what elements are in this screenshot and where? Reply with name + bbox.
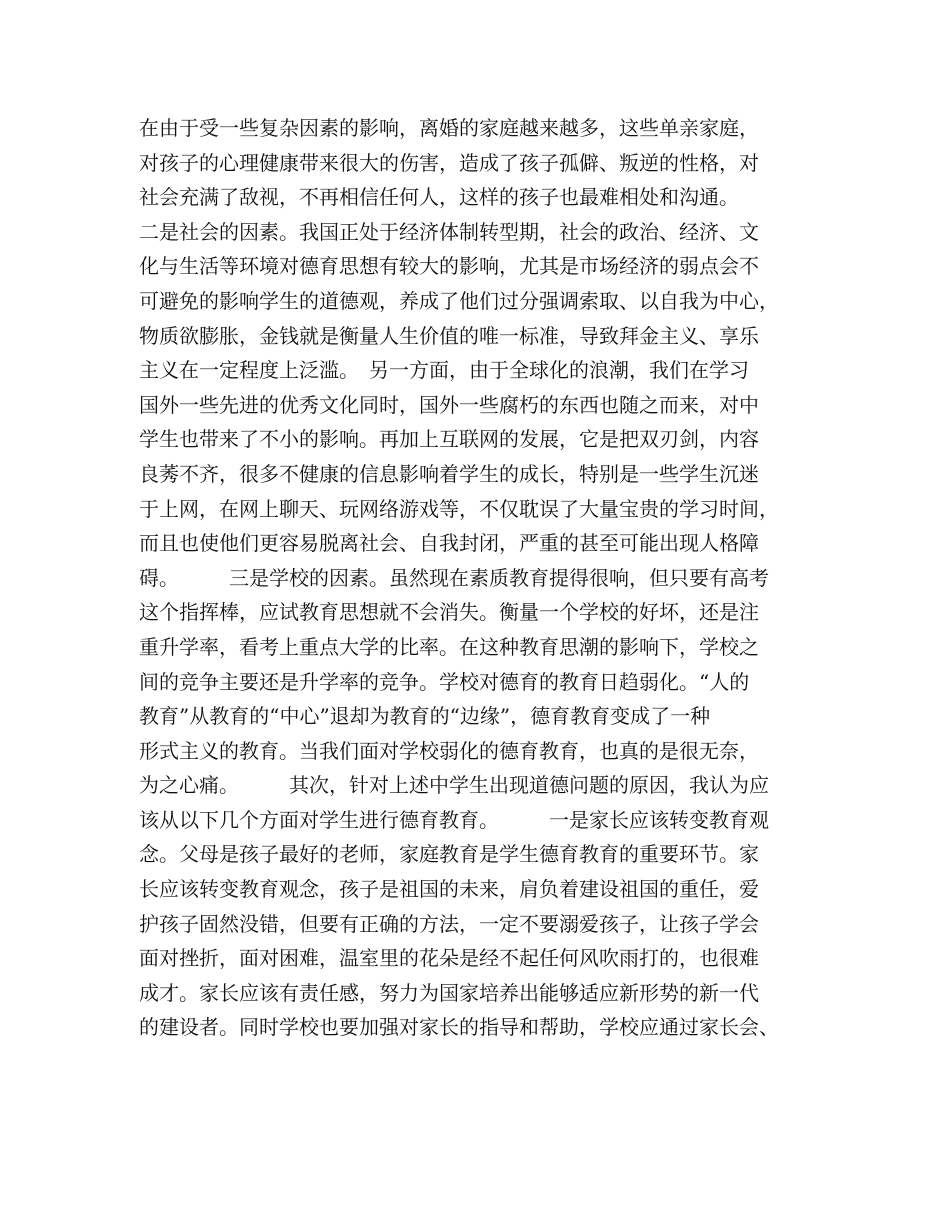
text-line: 国外一些先进的优秀文化同时，国外一些腐朽的东西也随之而来，对中 <box>139 392 759 417</box>
text-line: 于上网，在网上聊天、玩网络游戏等，不仅耽误了大量宝贵的学习时间， <box>139 496 779 521</box>
text-line: 二是社会的因素。我国正处于经济体制转型期，社会的政治、经济、文 <box>139 219 759 244</box>
text-line: 念。父母是孩子最好的老师，家庭教育是学生德育教育的重要环节。家 <box>139 842 759 867</box>
text-line: 社会充满了敌视，不再相信任何人，这样的孩子也最难相处和沟通。 <box>139 185 739 210</box>
text-line: 学生也带来了不小的影响。再加上互联网的发展，它是把双刃剑，内容 <box>139 427 759 452</box>
text-line: 为之心痛。 其次，针对上述中学生出现道德问题的原因，我认为应 <box>139 773 769 798</box>
text-line: 护孩子固然没错，但要有正确的方法，一定不要溺爱孩子，让孩子学会 <box>139 911 759 936</box>
text-line: 的建设者。同时学校也要加强对家长的指导和帮助，学校应通过家长会、 <box>139 1015 779 1040</box>
text-line: 碍。 三是学校的因素。虽然现在素质教育提得很响，但只要有高考 <box>139 565 769 590</box>
text-line: 间的竞争主要还是升学率的竞争。学校对德育的教育日趋弱化。“人的 <box>139 669 750 694</box>
text-line: 面对挫折，面对困难，温室里的花朵是经不起任何风吹雨打的，也很难 <box>139 946 759 971</box>
text-line: 这个指挥棒，应试教育思想就不会消失。衡量一个学校的好坏，还是注 <box>139 600 759 625</box>
text-line: 良莠不齐，很多不健康的信息影响着学生的成长，特别是一些学生沉迷 <box>139 461 759 486</box>
text-line: 成才。家长应该有责任感，努力为国家培养出能够适应新形势的新一代 <box>139 980 759 1005</box>
text-line: 该从以下几个方面对学生进行德育教育。 一是家长应该转变教育观 <box>139 807 769 832</box>
text-line: 可避免的影响学生的道德观，养成了他们过分强调索取、以自我为中心， <box>139 288 779 313</box>
text-line: 化与生活等环境对德育思想有较大的影响，尤其是市场经济的弱点会不 <box>139 254 759 279</box>
body-text <box>139 111 839 1045</box>
text-line: 主义在一定程度上泛滥。 另一方面，由于全球化的浪潮，我们在学习 <box>139 358 749 383</box>
text-line: 在由于受一些复杂因素的影响，离婚的家庭越来越多，这些单亲家庭， <box>139 116 759 140</box>
text-line: 而且也使他们更容易脱离社会、自我封闭，严重的甚至可能出现人格障 <box>139 531 759 556</box>
text-line: 教育”从教育的“中心”退却为教育的“边缘”，德育教育变成了一种 <box>139 704 711 729</box>
text-line: 形式主义的教育。当我们面对学校弱化的德育教育，也真的是很无奈， <box>139 738 759 763</box>
text-line: 重升学率，看考上重点大学的比率。在这种教育思潮的影响下，学校之 <box>139 634 759 659</box>
text-line: 长应该转变教育观念，孩子是祖国的未来，肩负着建设祖国的重任，爱 <box>139 877 759 902</box>
text-line: 对孩子的心理健康带来很大的伤害，造成了孩子孤僻、叛逆的性格，对 <box>139 150 759 175</box>
text-line: 物质欲膨胀，金钱就是衡量人生价值的唯一标准，导致拜金主义、享乐 <box>139 323 759 348</box>
